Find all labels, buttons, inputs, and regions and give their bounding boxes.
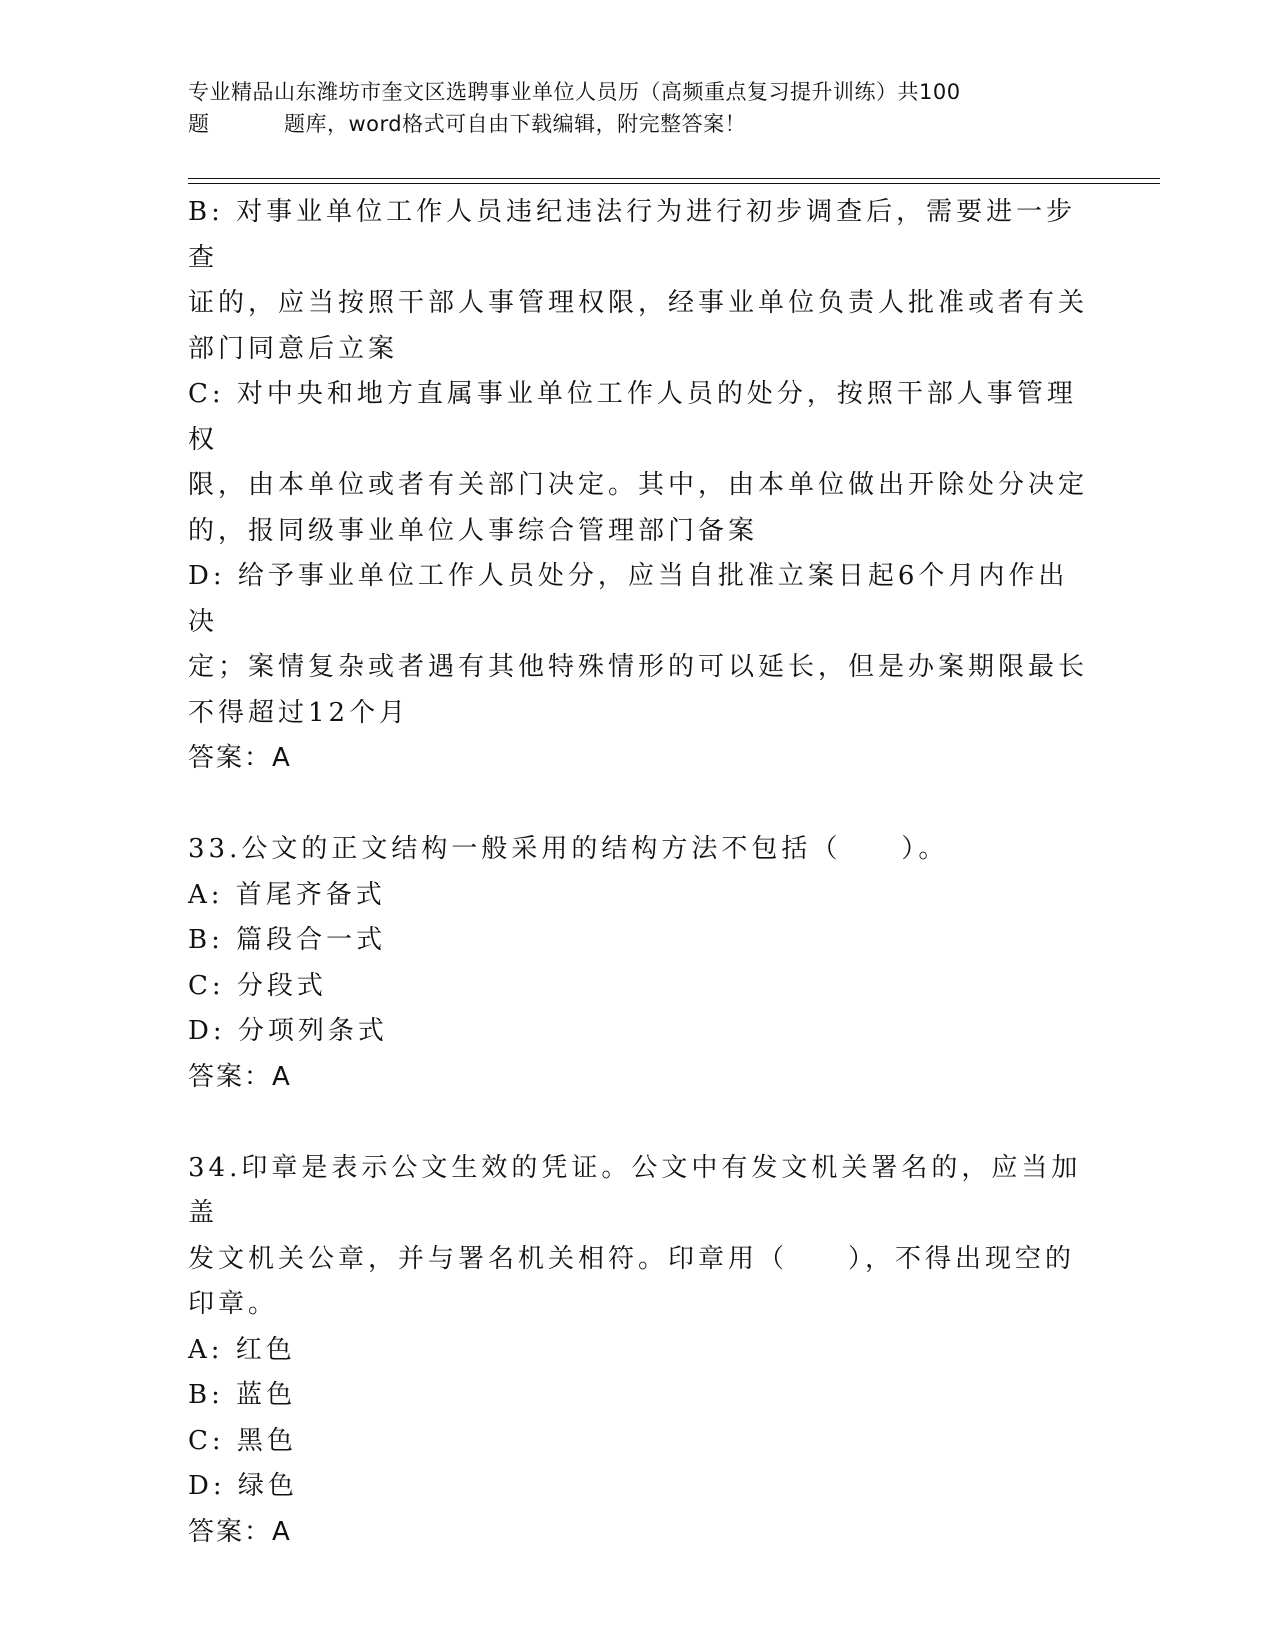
header-line-2-first: 题 xyxy=(188,112,210,136)
option-d: D: 绿色 xyxy=(188,1471,298,1501)
text-line: B: 对事业单位工作人员违纪违法行为进行初步调查后，需要进一步查 xyxy=(188,197,1077,273)
header-line-2-rest: 题库，word格式可自由下载编辑，附完整答案！ xyxy=(284,112,747,136)
option-b: B: 蓝色 xyxy=(188,1380,297,1410)
text-line: 证的，应当按照干部人事管理权限，经事业单位负责人批准或者有关 xyxy=(188,288,1089,318)
option-a: A: 红色 xyxy=(188,1334,296,1365)
text-line: 的，报同级事业单位人事综合管理部门备案 xyxy=(188,515,759,546)
option-c: C: 分段式 xyxy=(188,970,327,1001)
document-header xyxy=(188,76,1088,140)
option-a: A: 首尾齐备式 xyxy=(188,879,386,910)
answer-prev: 答案：A xyxy=(188,743,292,773)
option-c-prev xyxy=(188,372,1088,554)
text-line: 限，由本单位或者有关部门决定。其中，由本单位做出开除处分决定 xyxy=(188,470,1089,500)
header-line-1: 专业精品山东潍坊市奎文区选聘事业单位人员历（高频重点复习提升训练）共100 xyxy=(188,80,961,104)
question-stem: 33.公文的正文结构一般采用的结构方法不包括（ ）。 xyxy=(188,834,949,864)
text-line: 部门同意后立案 xyxy=(188,333,399,364)
spacer xyxy=(188,1100,1088,1146)
question-stem: 发文机关公章，并与署名机关相符。印章用（ ），不得出现空的 xyxy=(188,1243,1076,1274)
question-33 xyxy=(188,827,1088,1100)
option-b-prev xyxy=(188,190,1088,372)
header-line-2 xyxy=(188,108,1088,140)
header-divider-top xyxy=(188,178,1160,179)
option-b: B: 篇段合一式 xyxy=(188,925,387,955)
text-line: 不得超过12个月 xyxy=(188,697,410,728)
text-line: C: 对中央和地方直属事业单位工作人员的处分，按照干部人事管理权 xyxy=(188,379,1077,455)
spacer xyxy=(188,782,1088,828)
text-line: 定；案情复杂或者遇有其他特殊情形的可以延长，但是办案期限最长 xyxy=(188,652,1089,682)
option-d: D: 分项列条式 xyxy=(188,1016,388,1046)
question-stem: 34.印章是表示公文生效的凭证。公文中有发文机关署名的，应当加盖 xyxy=(188,1152,1082,1228)
answer-33: 答案：A xyxy=(188,1061,292,1092)
answer-34: 答案：A xyxy=(188,1516,292,1547)
option-c: C: 黑色 xyxy=(188,1425,297,1456)
question-34 xyxy=(188,1146,1088,1556)
question-stem: 印章。 xyxy=(188,1289,279,1319)
document-body xyxy=(188,190,1088,1555)
option-d-prev xyxy=(188,554,1088,736)
header-divider-bottom xyxy=(188,183,1160,184)
text-line: D: 给予事业单位工作人员处分，应当自批准立案日起6个月内作出决 xyxy=(188,561,1069,637)
